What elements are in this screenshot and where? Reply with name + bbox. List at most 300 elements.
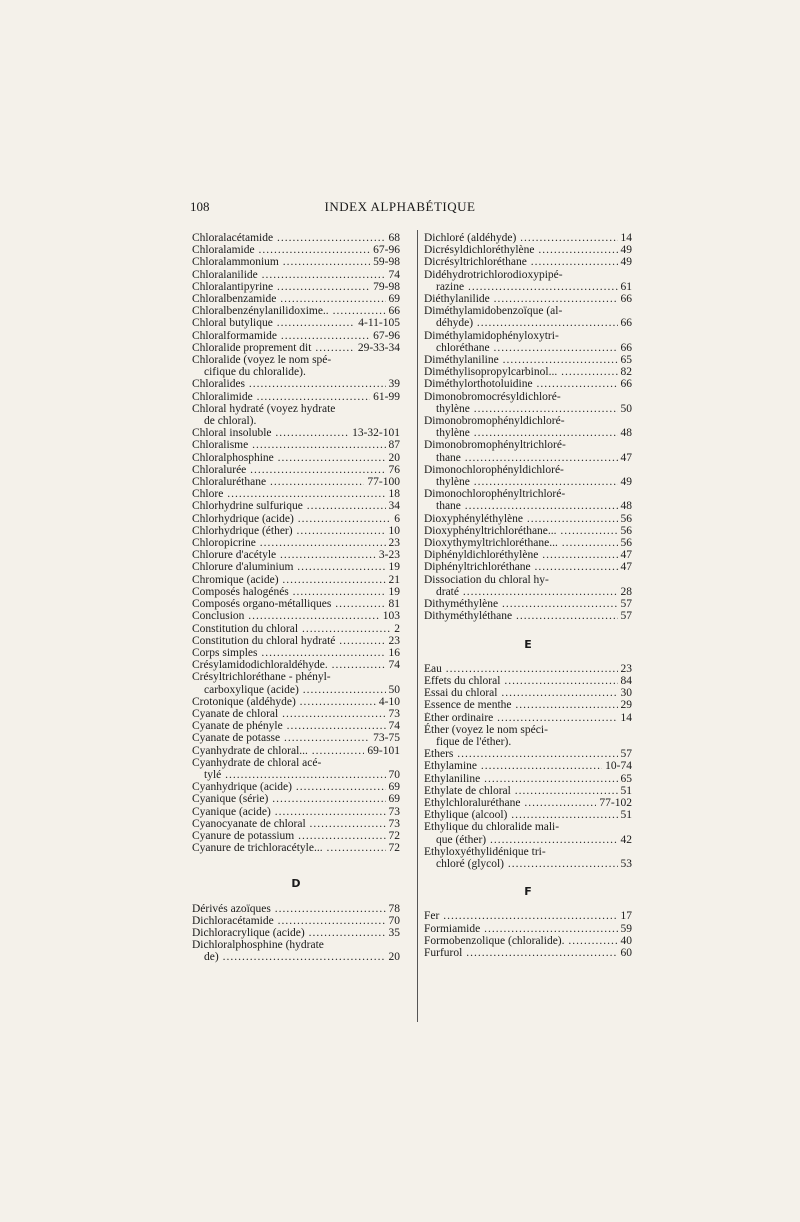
index-entry [424, 712, 632, 724]
index-entry-term-continuation: thylène ..... [436, 427, 618, 439]
index-entry [424, 610, 632, 622]
index-entry-term: Dithyméthylène ..... [424, 598, 618, 610]
index-entry [192, 806, 400, 818]
index-entry [192, 745, 400, 757]
index-entry-pages: 66 [620, 293, 632, 306]
index-entry-term: Cyanate de chloral ..... [192, 708, 386, 720]
column-divider [417, 230, 418, 1022]
index-entry-term: Chloralides ..... [192, 378, 386, 390]
index-entry-term: Chloralbenzamide ..... [192, 293, 386, 305]
index-entry-pages: 47 [620, 561, 632, 574]
entries-c [192, 232, 400, 854]
index-entry [192, 452, 400, 464]
index-entry-pages: 69 [388, 781, 400, 794]
index-entry-pages [397, 366, 400, 378]
index-entry-term: Dioxythymyltrichloréthane... ..... [424, 537, 618, 549]
index-entry-pages: 50 [620, 402, 632, 415]
index-entry [192, 549, 400, 561]
index-entry [192, 476, 400, 488]
index-entry-term-continuation: draté ..... [436, 586, 618, 598]
index-entry [424, 549, 632, 561]
index-entry-term: Formobenzolique (chloralide). ..... [424, 935, 618, 947]
index-entry [424, 598, 632, 610]
index-entry [192, 427, 400, 439]
index-entry-term: Eau ..... [424, 663, 618, 675]
index-entry-term: Essai du chloral ..... [424, 687, 618, 699]
index-entry-pages: 20 [388, 451, 400, 464]
index-entry [192, 671, 400, 695]
index-entry [424, 574, 632, 598]
index-entry [424, 923, 632, 935]
index-entry-term: Cyanure de trichloracétyle... ..... [192, 842, 386, 854]
index-entry [192, 647, 400, 659]
index-entry-term: Chloral insoluble ..... [192, 427, 349, 439]
index-entry-term: Crotonique (aldéhyde) ..... [192, 696, 376, 708]
index-entry [192, 842, 400, 854]
index-entry [192, 610, 400, 622]
index-entry-pages: 17 [620, 910, 632, 923]
index-entry [192, 305, 400, 317]
index-entry [192, 757, 400, 781]
index-entry-term-continuation: chloré (glycol) ..... [436, 858, 618, 870]
index-entry [192, 464, 400, 476]
index-entry [424, 232, 632, 244]
index-entry [192, 561, 400, 573]
index-entry-pages: 56 [620, 512, 632, 525]
index-entry-term: Ethyloxyéthylidénique tri- [424, 845, 546, 858]
index-entry-term: Dioxyphényltrichloréthane... ..... [424, 525, 618, 537]
index-entry-term: Diméthylamidobenzoïque (al- [424, 305, 563, 318]
index-entry [192, 781, 400, 793]
index-entry-pages: 23 [620, 662, 632, 675]
index-entry-term: Furfurol ..... [424, 947, 618, 959]
index-entry-term: Ethylamine ..... [424, 760, 602, 772]
index-entry-term: Chloralanilide ..... [192, 269, 386, 281]
index-entry-term: Dichloracrylique (acide) ..... [192, 927, 386, 939]
index-entry [192, 927, 400, 939]
index-entry-term: Chloralide (voyez le nom spé- [192, 354, 332, 367]
index-entry-term: Ethylique (alcool) ..... [424, 809, 618, 821]
index-entry-term: Chloralamide ..... [192, 244, 370, 256]
index-entry-term-continuation: déhyde) ..... [436, 317, 618, 329]
index-entry-term: Corps simples ..... [192, 647, 386, 659]
entries-d [192, 903, 400, 964]
index-entry [192, 232, 400, 244]
index-entry-pages: 61-99 [373, 390, 400, 403]
index-entry [424, 760, 632, 772]
entries-d-continued [424, 232, 632, 623]
index-column-right [424, 232, 632, 959]
index-entry [424, 947, 632, 959]
index-entry-term: Dimonochlorophényldichloré- [424, 463, 564, 476]
index-entry-pages: 49 [620, 256, 632, 269]
index-entry-term: Éther (voyez le nom spéci- [424, 723, 548, 736]
index-entry [192, 439, 400, 451]
index-entry-term: Cyanhydrate de chloral... ..... [192, 745, 364, 757]
index-entry-pages: 35 [388, 926, 400, 939]
index-entry-term: Dimonobromophényltrichloré- [424, 439, 566, 452]
index-entry [424, 797, 632, 809]
index-entry-term: Ethylique du chloralide mali- [424, 821, 560, 834]
index-entry-pages: 69 [388, 793, 400, 806]
index-entry [192, 354, 400, 378]
index-entry-pages: 72 [388, 842, 400, 855]
index-entry-term: Dithyméthyléthane ..... [424, 610, 618, 622]
index-entry [424, 675, 632, 687]
index-entry [192, 525, 400, 537]
index-entry-term: Composés halogénés ..... [192, 586, 386, 598]
index-entry-pages: 73 [388, 805, 400, 818]
index-entry [424, 330, 632, 354]
index-entry-pages: 47 [620, 549, 632, 562]
index-entry [424, 809, 632, 821]
index-entry-term: Chloral butylique ..... [192, 317, 355, 329]
index-entry-pages: 66 [388, 305, 400, 318]
index-entry-pages: 39 [388, 378, 400, 391]
index-entry-pages: 50 [388, 683, 400, 696]
index-entry-term: Dimonobromophényldichloré- [424, 415, 565, 428]
index-entry-term: Chloralantipyrine ..... [192, 281, 370, 293]
index-entry-term: Ethers ..... [424, 748, 618, 760]
index-entry-term: Chloralide proprement dit ..... [192, 342, 355, 354]
index-entry [192, 317, 400, 329]
index-entry-term: Diméthylorthotoluidine ..... [424, 378, 618, 390]
index-entry-pages: 74 [388, 720, 400, 733]
index-entry-pages: 78 [388, 902, 400, 915]
index-entry-term: Cyanique (série) ..... [192, 793, 386, 805]
index-entry-term-continuation: de) ..... [204, 951, 386, 963]
index-entry [192, 244, 400, 256]
index-entry [424, 846, 632, 870]
index-entry [424, 415, 632, 439]
index-entry-term: Dimonochlorophényltrichloré- [424, 488, 566, 501]
index-entry [424, 821, 632, 845]
index-entry-pages: 74 [388, 659, 400, 672]
index-entry-pages: 66 [620, 317, 632, 330]
index-entry [192, 732, 400, 744]
index-entry-pages: 6 [394, 512, 400, 525]
index-entry-pages: 14 [620, 711, 632, 724]
index-entry-pages: 56 [620, 524, 632, 537]
index-entry-pages: 49 [620, 476, 632, 489]
entries-f [424, 910, 632, 959]
index-entry-pages: 68 [388, 232, 400, 244]
index-entry-pages: 48 [620, 500, 632, 513]
index-entry [424, 269, 632, 293]
index-entry [424, 525, 632, 537]
index-entry-term: Crésyltrichloréthane - phényl- [192, 671, 331, 684]
index-entry-term: Constitution du chloral ..... [192, 623, 391, 635]
index-entry [424, 488, 632, 512]
index-entry [192, 293, 400, 305]
index-entry-pages: 49 [620, 244, 632, 257]
index-entry-term-continuation: thylène ..... [436, 403, 618, 415]
index-entry-pages: 19 [388, 561, 400, 574]
index-entry-pages: 19 [388, 585, 400, 598]
index-entry-term-continuation: de chloral). [204, 415, 257, 428]
page-number: 108 [190, 199, 210, 214]
index-entry-term-continuation: thane ..... [436, 500, 618, 512]
index-entry-pages: 3-23 [378, 549, 400, 562]
index-entry-term: Crésylamidodichloraldéhyde. ..... [192, 659, 386, 671]
index-entry-term: Diphényltrichloréthane ..... [424, 561, 618, 573]
index-entry-pages: 67-96 [373, 244, 400, 257]
index-entry [424, 244, 632, 256]
index-entry-pages: 51 [620, 809, 632, 822]
index-entry [192, 403, 400, 427]
index-entry [424, 537, 632, 549]
index-entry [192, 708, 400, 720]
index-entry-term: Cyanure de potassium ..... [192, 830, 386, 842]
index-entry [424, 785, 632, 797]
index-entry-term: Cyanhydrate de chloral acé- [192, 756, 322, 769]
index-entry-term: Constitution du chloral hydraté ..... [192, 635, 386, 647]
index-entry-term: Effets du chloral ..... [424, 675, 618, 687]
index-entry-pages: 47 [620, 451, 632, 464]
index-entry-term: Éther ordinaire ..... [424, 712, 618, 724]
index-entry [192, 818, 400, 830]
index-entry-pages: 2 [394, 622, 400, 635]
index-entry-term: Dicrésyldichloréthylène ..... [424, 244, 618, 256]
index-entry [424, 699, 632, 711]
index-entry-term: Cyanique (acide) ..... [192, 806, 386, 818]
index-entry-term: Composés organo-métalliques ..... [192, 598, 386, 610]
index-entry-pages: 29 [620, 699, 632, 712]
index-entry-term: Chlorure d'acétyle ..... [192, 549, 376, 561]
index-entry-pages: 10-74 [605, 760, 632, 773]
index-entry [192, 915, 400, 927]
section-letter-e: E [524, 637, 532, 651]
index-entry [424, 439, 632, 463]
index-entry-pages: 82 [620, 366, 632, 379]
index-entry-pages: 57 [620, 610, 632, 623]
index-entry-pages: 51 [620, 784, 632, 797]
index-entry-term: Chloropicrine ..... [192, 537, 386, 549]
index-entry-pages: 66 [620, 341, 632, 354]
index-entry-pages: 59 [620, 922, 632, 935]
index-entry-term: Cyanate de phényle ..... [192, 720, 386, 732]
section-letter-f: F [524, 885, 532, 899]
index-entry-term: Chromique (acide) ..... [192, 574, 386, 586]
index-entry-term: Diméthylamidophényloxytri- [424, 329, 559, 342]
index-column-left [192, 232, 400, 964]
index-entry-pages: 79-98 [373, 280, 400, 293]
index-entry-term: Dissociation du chloral hy- [424, 573, 549, 586]
index-entry-pages: 66 [620, 378, 632, 391]
index-entry-pages: 40 [620, 934, 632, 947]
index-entry-pages: 70 [388, 914, 400, 927]
index-entry-term: Chlorhydrique (acide) ..... [192, 513, 391, 525]
index-entry-term: Chloralimide ..... [192, 391, 370, 403]
index-entry-term: Chloraluréthane ..... [192, 476, 364, 488]
index-entry-term: Cyanocyanate de chloral ..... [192, 818, 386, 830]
index-entry-term-continuation: tylé ..... [204, 769, 386, 781]
index-entry [424, 910, 632, 922]
index-entry-term: Conclusion ..... [192, 610, 380, 622]
index-entry [192, 269, 400, 281]
index-entry [424, 724, 632, 748]
index-entry-pages: 34 [388, 500, 400, 513]
index-entry-pages: 4-10 [378, 695, 400, 708]
index-entry-pages: 87 [388, 439, 400, 452]
index-entry-pages: 59-98 [373, 256, 400, 269]
index-entry-pages: 77-102 [599, 796, 632, 809]
index-entry-term: Ethylchloraluréthane ..... [424, 797, 596, 809]
index-entry [192, 696, 400, 708]
index-entry [192, 330, 400, 342]
index-entry [192, 598, 400, 610]
index-entry [424, 935, 632, 947]
index-entry-term: Diéthylanilide ..... [424, 293, 618, 305]
index-entry-pages: 65 [620, 772, 632, 785]
index-entry-term: Chloralphosphine ..... [192, 452, 386, 464]
index-entry-pages: 53 [620, 857, 632, 870]
index-entry [192, 256, 400, 268]
index-entry [424, 748, 632, 760]
index-entry-term: Chlorhydrique (éther) ..... [192, 525, 386, 537]
index-entry [192, 342, 400, 354]
index-entry [424, 773, 632, 785]
index-entry-pages: 10 [388, 524, 400, 537]
index-entry-term-continuation: cifique du chloralide). [204, 366, 306, 379]
index-entry-term: Chloral hydraté (voyez hydrate [192, 402, 336, 415]
index-entry [192, 793, 400, 805]
index-entry-term: Chlore ..... [192, 488, 386, 500]
index-entry [192, 537, 400, 549]
index-entry [424, 561, 632, 573]
index-entry-term-continuation: chloréthane ..... [436, 342, 618, 354]
index-entry-pages: 48 [620, 427, 632, 440]
index-entry-pages: 16 [388, 646, 400, 659]
index-entry-pages: 73 [388, 707, 400, 720]
index-entry [192, 378, 400, 390]
index-entry-term-continuation: fique de l'éther). [436, 735, 512, 748]
index-entry-term: Dichloracétamide ..... [192, 915, 386, 927]
index-entry [192, 500, 400, 512]
index-entry-pages: 13-32-101 [352, 427, 400, 440]
index-entry [192, 659, 400, 671]
index-entry-pages: 60 [620, 946, 632, 959]
index-entry-pages: 70 [388, 768, 400, 781]
index-entry [424, 256, 632, 268]
index-entry-term: Chloralammonium ..... [192, 256, 370, 268]
index-entry-term: Dichloralphosphine (hydrate [192, 939, 324, 952]
index-entry-term: Formiamide ..... [424, 923, 618, 935]
index-entry-term: Diphényldichloréthylène ..... [424, 549, 618, 561]
index-entry-pages: 67-96 [373, 329, 400, 342]
index-entry [192, 830, 400, 842]
index-entry-term: Cyanhydrique (acide) ..... [192, 781, 386, 793]
index-entry-term: Dimonobromocrésyldichloré- [424, 390, 561, 403]
index-entry-term: Chlorhydrine sulfurique ..... [192, 500, 386, 512]
index-entry-pages: 18 [388, 488, 400, 501]
index-entry-pages: 69 [388, 293, 400, 306]
index-entry-pages: 72 [388, 829, 400, 842]
index-entry-term: Chloralisme ..... [192, 439, 386, 451]
index-entry [192, 939, 400, 963]
index-entry [192, 513, 400, 525]
index-entry-term: Diméthylaniline ..... [424, 354, 618, 366]
section-letter-d: D [291, 877, 301, 891]
index-entry-pages: 4-11-105 [358, 317, 400, 330]
index-entry-term-continuation: carboxylique (acide) ..... [204, 684, 386, 696]
index-entry [424, 305, 632, 329]
index-entry-term: Dichloré (aldéhyde) ..... [424, 232, 618, 244]
index-entry-term: Diméthylisopropylcarbinol... ..... [424, 366, 618, 378]
index-entry-term: Chloralurée ..... [192, 464, 386, 476]
index-entry [192, 903, 400, 915]
index-entry-pages: 23 [388, 634, 400, 647]
index-entry-pages: 42 [620, 833, 632, 846]
index-entry-term-continuation: que (éther) ..... [436, 834, 618, 846]
index-entry [192, 281, 400, 293]
index-entry-term: Chloralformamide ..... [192, 330, 370, 342]
index-entry [192, 635, 400, 647]
index-entry-term: Chlorure d'aluminium ..... [192, 561, 386, 573]
index-entry-term: Ethylate de chloral ..... [424, 785, 618, 797]
index-entry [192, 391, 400, 403]
entries-e [424, 663, 632, 870]
index-entry-pages: 56 [620, 537, 632, 550]
index-entry-pages: 73 [388, 817, 400, 830]
index-entry [424, 354, 632, 366]
index-entry-pages: 20 [388, 951, 400, 964]
index-entry [424, 391, 632, 415]
index-entry-pages: 65 [620, 354, 632, 367]
index-entry-pages: 81 [388, 598, 400, 611]
index-entry-pages [629, 736, 632, 748]
index-entry-term: Dérivés azoïques ..... [192, 903, 386, 915]
index-entry-pages: 57 [620, 598, 632, 611]
index-entry-term: Dioxyphényléthylène ..... [424, 513, 618, 525]
index-entry-pages: 61 [620, 280, 632, 293]
index-entry-pages: 76 [388, 463, 400, 476]
page-header [190, 199, 610, 217]
index-entry-term-continuation: thylène ..... [436, 476, 618, 488]
index-entry [424, 663, 632, 675]
index-entry-pages: 84 [620, 674, 632, 687]
index-entry [424, 513, 632, 525]
index-entry-pages: 103 [382, 610, 400, 623]
index-entry-pages: 74 [388, 268, 400, 281]
index-entry [192, 623, 400, 635]
index-entry [424, 687, 632, 699]
index-entry-term-continuation: razine ..... [436, 281, 618, 293]
index-entry-pages: 69-101 [367, 744, 400, 757]
index-entry-pages: 14 [620, 232, 632, 244]
index-entry-term: Ethylaniline ..... [424, 773, 618, 785]
index-entry-pages: 30 [620, 687, 632, 700]
index-entry-pages: 23 [388, 537, 400, 550]
index-entry [192, 720, 400, 732]
index-entry-term: Chloralacétamide ..... [192, 232, 386, 244]
index-entry [424, 366, 632, 378]
running-title: INDEX ALPHABÉTIQUE [324, 199, 476, 214]
index-entry-term: Didéhydrotrichlorodioxypipé- [424, 268, 563, 281]
index-entry [424, 378, 632, 390]
index-entry-pages: 77-100 [367, 476, 400, 489]
index-entry-pages: 29-33-34 [357, 341, 400, 354]
index-entry-term: Cyanate de potasse ..... [192, 732, 370, 744]
index-entry-pages: 21 [388, 573, 400, 586]
index-entry-term: Fer ..... [424, 910, 618, 922]
index-entry-term: Dicrésyltrichloréthane ..... [424, 256, 618, 268]
index-entry [192, 574, 400, 586]
index-entry-pages: 57 [620, 748, 632, 761]
index-entry-term: Essence de menthe ..... [424, 699, 618, 711]
index-entry [424, 464, 632, 488]
index-entry [192, 488, 400, 500]
